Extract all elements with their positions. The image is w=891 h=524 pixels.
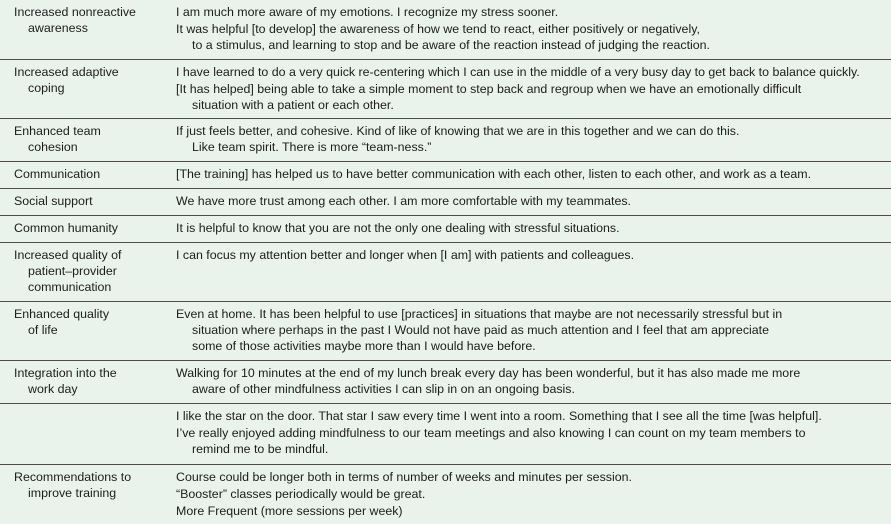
- theme-label-line: Common humanity: [14, 220, 163, 236]
- table-row: [0, 404, 891, 465]
- quote: [176, 408, 891, 424]
- quote: [176, 247, 891, 263]
- quotes-cell: [163, 216, 891, 243]
- quote: [176, 123, 891, 155]
- table-row: [0, 60, 891, 119]
- quotes-cell: [163, 119, 891, 162]
- theme-cell: [0, 361, 163, 404]
- quote-line: We have more trust among each other. I am more comfortable with my teammates.: [176, 193, 891, 209]
- quote: [176, 220, 891, 236]
- table-row: [0, 0, 891, 60]
- quote: [176, 64, 891, 80]
- theme-label-line: Increased adaptive: [14, 64, 163, 80]
- quotes-cell: [163, 404, 891, 465]
- quote: [176, 425, 891, 457]
- table-row: [0, 361, 891, 404]
- table-row: [0, 302, 891, 361]
- theme-label-line: Recommendations to: [14, 469, 163, 485]
- quote: [176, 486, 891, 502]
- quote-line: I like the star on the door. That star I saw every time I went into a room. Something that I see all the time [was helpful].: [176, 408, 891, 424]
- theme-cell: [0, 302, 163, 361]
- quote-line: “Booster” classes periodically would be great.: [176, 486, 891, 502]
- theme-cell: [0, 243, 163, 302]
- quote-line: It is helpful to know that you are not the only one dealing with stressful situations.: [176, 220, 891, 236]
- quote: [176, 166, 891, 182]
- table-row: [0, 465, 891, 524]
- theme-label-line: Communication: [14, 166, 163, 182]
- theme-label-line: of life: [14, 322, 163, 338]
- quote: [176, 469, 891, 485]
- quote: [176, 193, 891, 209]
- quote: [176, 4, 891, 20]
- quote-line: [The training] has helped us to have better communication with each other, listen to each other, and work as a team.: [176, 166, 891, 182]
- theme-cell: [0, 465, 163, 524]
- theme-cell: [0, 0, 163, 60]
- quote-line: I have learned to do a very quick re-centering which I can use in the middle of a very busy day to get back to balance quickly.: [176, 64, 891, 80]
- theme-cell: [0, 216, 163, 243]
- theme-label-line: Increased nonreactive: [14, 4, 163, 20]
- theme-label-line: cohesion: [14, 139, 163, 155]
- quote: [176, 503, 891, 519]
- quote-line: I am much more aware of my emotions. I recognize my stress sooner.: [176, 4, 891, 20]
- quote: [176, 81, 891, 113]
- quote-line: Walking for 10 minutes at the end of my lunch break every day has been wonderful, but it has also made me more: [176, 365, 891, 381]
- quote-line: Course could be longer both in terms of number of weeks and minutes per session.: [176, 469, 891, 485]
- quote-line: More Frequent (more sessions per week): [176, 503, 891, 519]
- quotes-cell: [163, 162, 891, 189]
- quote-line: Even at home. It has been helpful to use [practices] in situations that maybe are not necessarily stressful but in: [176, 306, 891, 322]
- theme-label-line: work day: [14, 381, 163, 397]
- quote: [176, 365, 891, 397]
- quote: [176, 21, 891, 53]
- quote-line: some of those activities maybe more than I would have before.: [176, 338, 891, 354]
- theme-label-line: Enhanced quality: [14, 306, 163, 322]
- theme-cell: [0, 119, 163, 162]
- quotes-cell: [163, 361, 891, 404]
- quote-line: I can focus my attention better and longer when [I am] with patients and colleagues.: [176, 247, 891, 263]
- quotes-cell: [163, 189, 891, 216]
- table-row: [0, 216, 891, 243]
- table-row: [0, 189, 891, 216]
- quote-line: to a stimulus, and learning to stop and be aware of the reaction instead of judging the reaction.: [176, 37, 891, 53]
- theme-label-line: awareness: [14, 20, 163, 36]
- theme-cell: [0, 162, 163, 189]
- quotes-cell: [163, 60, 891, 119]
- theme-cell: [0, 60, 163, 119]
- quotes-cell: [163, 302, 891, 361]
- theme-label-line: patient–provider: [14, 263, 163, 279]
- quote-line: situation where perhaps in the past I Would not have paid as much attention and I feel that am appreciate: [176, 322, 891, 338]
- quote-line: It was helpful [to develop] the awareness of how we tend to react, either positively or negatively,: [176, 21, 891, 37]
- theme-label-line: Social support: [14, 193, 163, 209]
- quote-line: remind me to be mindful.: [176, 441, 891, 457]
- quote: [176, 306, 891, 354]
- theme-label-line: improve training: [14, 485, 163, 501]
- quotes-cell: [163, 465, 891, 524]
- quotes-cell: [163, 0, 891, 60]
- theme-label-line: communication: [14, 279, 163, 295]
- theme-cell: [0, 404, 163, 465]
- theme-label-line: coping: [14, 80, 163, 96]
- quote-line: If just feels better, and cohesive. Kind of like of knowing that we are in this together and we can do this.: [176, 123, 891, 139]
- theme-label-line: Integration into the: [14, 365, 163, 381]
- quote-line: Like team spirit. There is more “team-ness.”: [176, 139, 891, 155]
- theme-label-line: Increased quality of: [14, 247, 163, 263]
- table-row: [0, 119, 891, 162]
- table-row: [0, 243, 891, 302]
- quotes-cell: [163, 243, 891, 302]
- theme-cell: [0, 189, 163, 216]
- quote-line: [It has helped] being able to take a simple moment to step back and regroup when we have an emotionally difficult: [176, 81, 891, 97]
- theme-label-line: Enhanced team: [14, 123, 163, 139]
- quote-line: situation with a patient or each other.: [176, 97, 891, 113]
- table-row: [0, 162, 891, 189]
- quote-line: aware of other mindfulness activities I can slip in on an ongoing basis.: [176, 381, 891, 397]
- quote-line: I’ve really enjoyed adding mindfulness to our team meetings and also knowing I can count on my team members to: [176, 425, 891, 441]
